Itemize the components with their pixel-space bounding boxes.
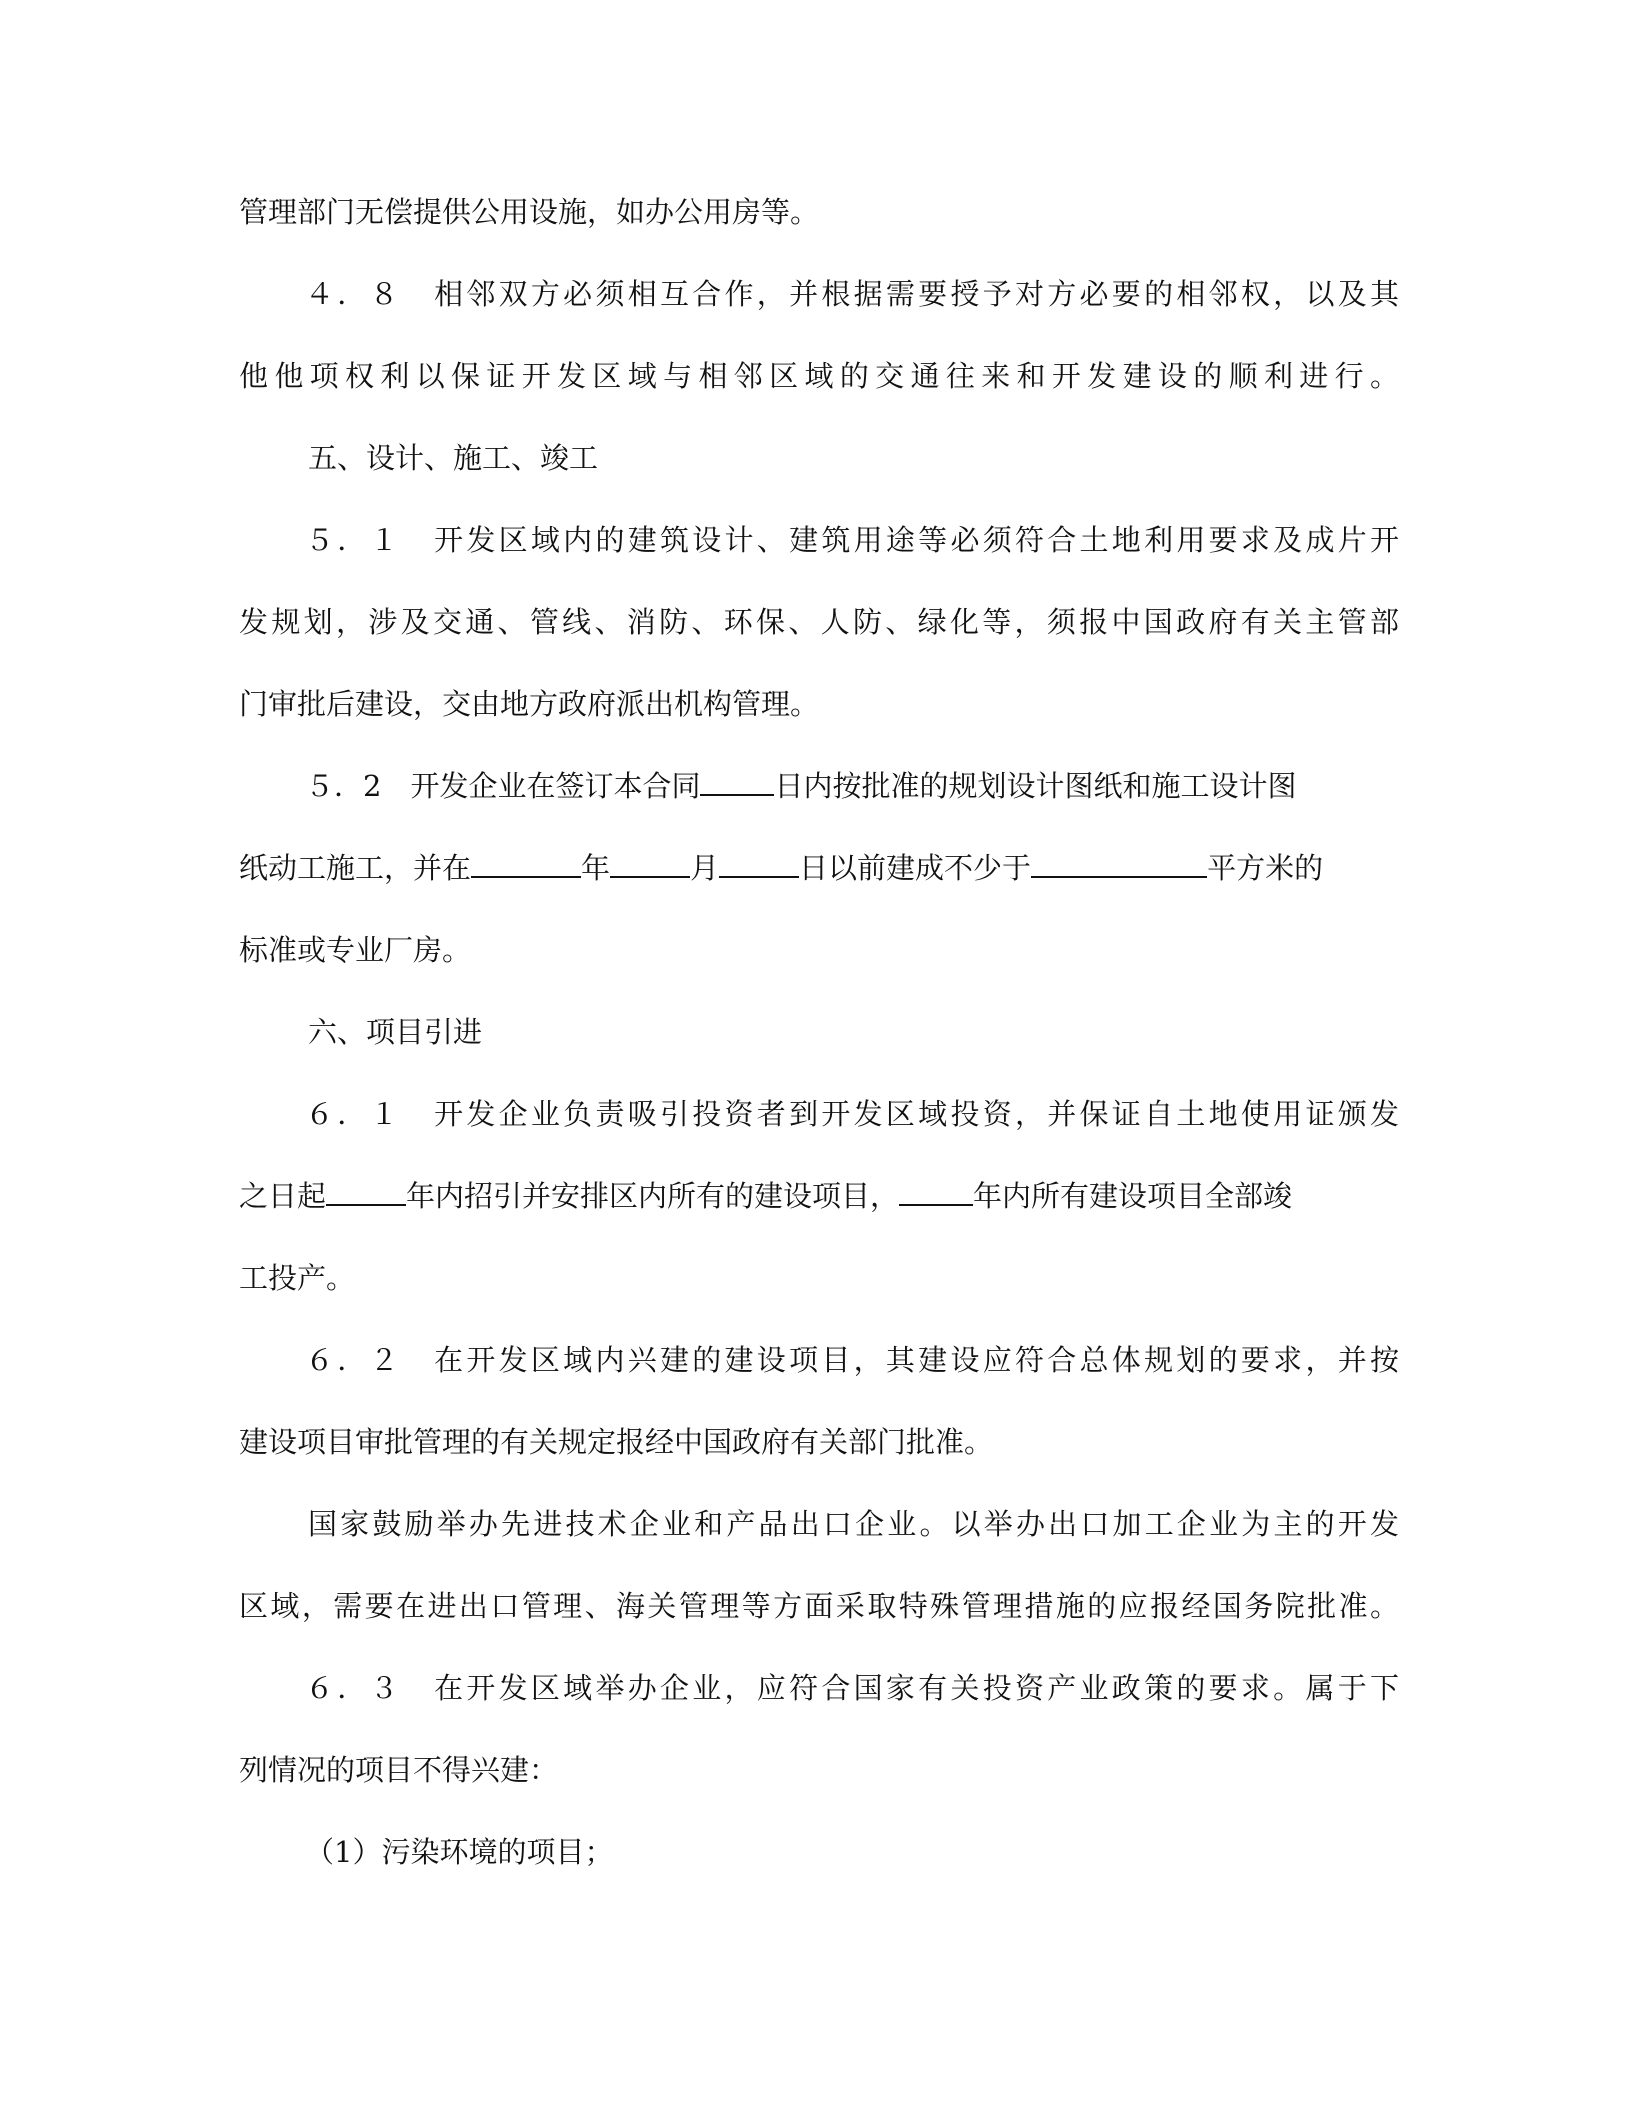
fill-in-blank-month[interactable]: [610, 848, 690, 878]
fill-in-blank-years-attract[interactable]: [326, 1176, 406, 1206]
fill-in-blank-area[interactable]: [1031, 848, 1207, 878]
clause-6-3-line-1: ６．３ 在开发区域举办企业，应符合国家有关投资产业政策的要求。属于下: [305, 1671, 1399, 1705]
fill-in-blank-days[interactable]: [700, 766, 774, 796]
clause-6-1-line-2: [239, 1176, 1399, 1216]
clause-6-3-line-2: 列情况的项目不得兴建：: [239, 1753, 559, 1787]
clause-5-2-line-3: 标准或专业厂房。: [239, 933, 472, 967]
clause-4-8-line-2: 他他项权利以保证开发区域与相邻区域的交通往来和开发建设的顺利进行。: [239, 359, 1399, 393]
text-segment: 纸动工施工，并在: [239, 851, 472, 885]
text-segment: 平方米的: [1207, 851, 1324, 885]
text-segment: 月: [690, 851, 720, 885]
text-segment: 日内按批准的规划设计图纸和施工设计图: [774, 769, 1297, 803]
clause-6-2-line-2: 建设项目审批管理的有关规定报经中国政府有关部门批准。: [239, 1425, 994, 1459]
clause-5-1-line-1: ５．１ 开发区域内的建筑设计、建筑用途等必须符合土地利用要求及成片开: [305, 523, 1399, 557]
text-segment: 之日起: [239, 1179, 327, 1213]
clause-5-2-line-1: [305, 766, 1399, 806]
clause-6-1-line-3: 工投产。: [239, 1261, 356, 1295]
clause-4-8-line-1: ４．８ 相邻双方必须相互合作，并根据需要授予对方必要的相邻权，以及其: [305, 277, 1399, 311]
fill-in-blank-day[interactable]: [719, 848, 799, 878]
clause-6-1-line-1: ６．１ 开发企业负责吸引投资者到开发区域投资，并保证自土地使用证颁发: [305, 1097, 1399, 1131]
paragraph-state-encourages-line-2: 区域，需要在进出口管理、海关管理等方面采取特殊管理措施的应报经国务院批准。: [239, 1589, 1399, 1623]
clause-5-2-line-2: [239, 848, 1399, 888]
section-heading-project-introduction: 六、项目引进: [308, 1015, 483, 1049]
clause-5-1-line-3: 门审批后建设，交由地方政府派出机构管理。: [239, 687, 820, 721]
fill-in-blank-year[interactable]: [471, 848, 581, 878]
text-segment: 年内所有建设项目全部竣: [973, 1179, 1293, 1213]
fill-in-blank-years-complete[interactable]: [899, 1176, 973, 1206]
section-heading-design-construction: 五、设计、施工、竣工: [308, 441, 599, 475]
clause-5-1-line-2: 发规划，涉及交通、管线、消防、环保、人防、绿化等，须报中国政府有关主管部: [239, 605, 1399, 639]
text-segment: 年: [581, 851, 611, 885]
paragraph-state-encourages-line-1: 国家鼓励举办先进技术企业和产品出口企业。以举办出口加工企业为主的开发: [308, 1507, 1399, 1541]
list-item-pollution: （1）污染环境的项目；: [305, 1835, 614, 1869]
text-segment: 日以前建成不少于: [799, 851, 1032, 885]
text-segment: 年内招引并安排区内所有的建设项目，: [406, 1179, 900, 1213]
text-segment: ５．2 开发企业在签订本合同: [305, 769, 701, 803]
clause-6-2-line-1: ６．２ 在开发区域内兴建的建设项目，其建设应符合总体规划的要求，并按: [305, 1343, 1399, 1377]
paragraph-line: 管理部门无偿提供公用设施，如办公用房等。: [239, 195, 820, 229]
